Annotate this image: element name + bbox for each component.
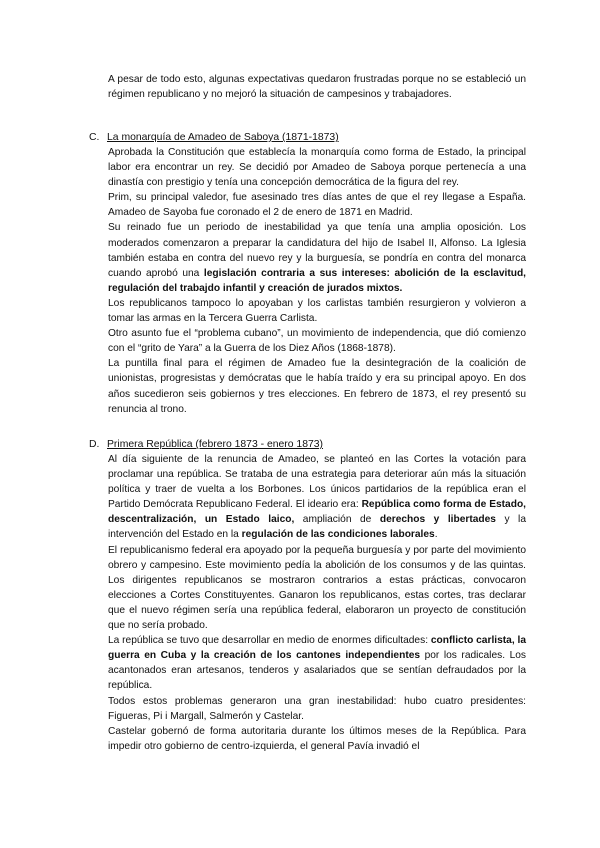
section-d-p1-bold-d: derechos y libertades bbox=[379, 514, 496, 526]
section-d-p1-bold-f: regulación de las condiciones laborales bbox=[241, 529, 435, 541]
section-d-p3-bold: conflicto carlista, la guerra en Cuba y la creación de los cantones independientes bbox=[108, 635, 526, 662]
section-c-letter: C. bbox=[89, 132, 100, 143]
section-d-paragraph-3 bbox=[108, 633, 526, 693]
section-d-paragraph-5: Castelar gobernó de forma autoritaria durante los últimos meses de la República. Para impedir otro gobierno de centro-izquierda, el general Pavía invadió el bbox=[108, 725, 526, 752]
section-c-p3-text: Su reinado fue un periodo de inestabilidad ya que tenía una amplia oposición. Los moderados comenzaron a preparar la candidatura del hijo de Isabel II, Alfonso. La Iglesia también estaba en contra del nuevo rey y la burguesía, se pondría en contra del monarca cuando aprobó una bbox=[108, 222, 526, 279]
section-c-heading bbox=[89, 130, 339, 145]
section-c-paragraph-2: Prim, su principal valedor, fue asesinado tres días antes de que el rey llegase a España. Amadeo de Sayoba fue coronado el 2 de enero de 1871 en Madrid. bbox=[108, 192, 526, 219]
section-d-p3-text-c: por los radicales. Los acantonados eran artesanos, tenderos y asalariados que se sentían defraudados por la república. bbox=[108, 650, 526, 692]
section-d-p1-bold-b: República como forma de Estado, descentralización, un Estado laico, bbox=[108, 499, 526, 526]
section-c-paragraph-5: Otro asunto fue el “problema cubano”, un movimiento de independencia, que dió comienzo con el “grito de Yara” a la Guerra de los Diez Años (1868-1878). bbox=[108, 328, 526, 355]
section-c-body bbox=[108, 145, 526, 417]
section-d-title: Primera República (febrero 1873 - enero 1873) bbox=[107, 439, 324, 450]
section-c-paragraph-6: La puntilla final para el régimen de Amadeo fue la desintegración de la coalición de unionistas, progresistas y demócratas que le había traído y era su principal apoyo. En dos años sucedieron seis gobiernos y tres elecciones. En febrero de 1873, el rey presentó su renuncia al trono. bbox=[108, 358, 526, 415]
section-c-paragraph-4: Los republicanos tampoco lo apoyaban y los carlistas también resurgieron y volvieron a tomar las armas en la Tercera Guerra Carlista. bbox=[108, 297, 526, 325]
section-d-paragraph-2: El republicanismo federal era apoyado por la pequeña burguesía y por parte del movimiento obrero y campesino. Este movimiento pedía la abolición de los consumos y de las quintas. Los dirigentes republicanos se mostraron contrarios a estas prácticas, convocaron elecciones a Cortes Constituyentes. Ganaron los republicanos, estas cortes, tras declarar que el nuevo régimen sería una república federal, elaboraron un proyecto de constitución que no sería probado. bbox=[108, 544, 526, 632]
section-d-heading bbox=[89, 437, 323, 452]
section-d-letter: D. bbox=[89, 439, 100, 450]
section-c-title: La monarquía de Amadeo de Saboya (1871-1873) bbox=[107, 132, 339, 143]
section-c-paragraph-1: Aprobada la Constitución que establecía la monarquía como forma de Estado, la principal labor era encontrar un rey. Se decidió por Amadeo de Saboya porque pertenecía a una dinastía con prestigio y tenía una concepción democrática de la figura del rey. bbox=[108, 147, 526, 189]
section-d-p1-text-g: . bbox=[434, 529, 438, 541]
section-d-p1-text-a: Al día siguiente de la renuncia de Amadeo, se planteó en las Cortes la votación para proclamar una república. Se trataba de una estrategia para deteriorar aún más la situación política y traer de vuelta a los Borbones. Los únicos partidarios de la república eran el Partido Demócrata Republicano Federal. El ideario era: bbox=[108, 454, 526, 511]
section-c-paragraph-3 bbox=[108, 220, 526, 295]
section-d-body bbox=[108, 452, 526, 754]
section-d-paragraph-4: Todos estos problemas generaron una gran inestabilidad: hubo cuatro presidentes: Figueras, Pi i Margall, Salmerón y Castelar. bbox=[108, 695, 526, 722]
section-d-p1-text-c: ampliación de bbox=[294, 514, 380, 526]
section-c-p3-bold: legislación contraria a sus intereses: abolición de la esclavitud, regulación del trabajdo infantil y creación de jurados mixtos. bbox=[108, 267, 526, 294]
section-d-p3-text-a: La república se tuvo que desarrollar en medio de enormes dificultades: bbox=[108, 635, 431, 647]
section-d-p1-text-e: y la intervención del Estado en la bbox=[108, 514, 526, 541]
section-d-paragraph-1 bbox=[108, 452, 526, 543]
intro-paragraph bbox=[108, 72, 526, 102]
intro-text: A pesar de todo esto, algunas expectativas quedaron frustradas porque no se estableció un régimen republicano y no mejoró la situación de campesinos y trabajadores. bbox=[108, 74, 526, 101]
